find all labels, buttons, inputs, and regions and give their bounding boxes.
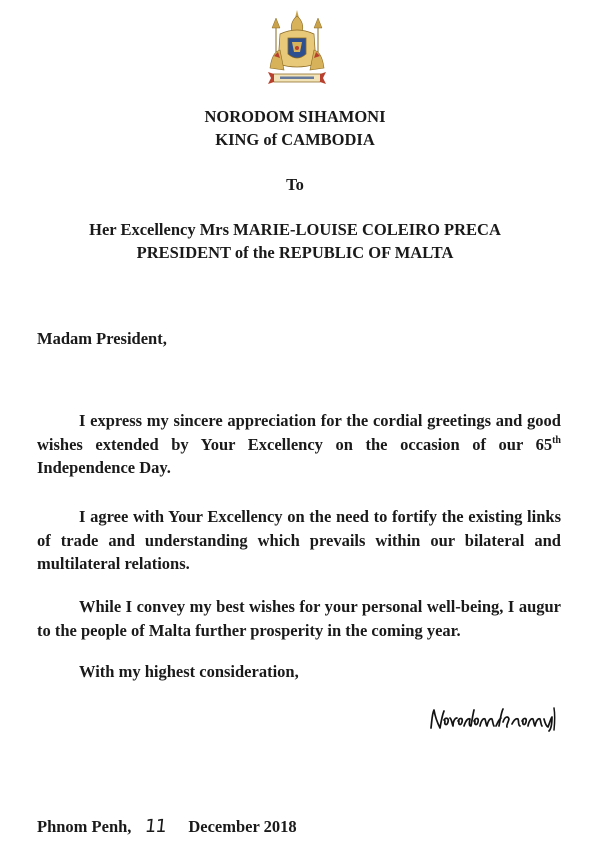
recipient-title: PRESIDENT of the REPUBLIC OF MALTA (136, 243, 454, 262)
to-label: To (286, 175, 304, 194)
paragraph-wishes: While I convey my best wishes for your personal well-being, I augur to the people of Malta further prosperity in the coming year. (37, 597, 561, 640)
ordinal-suffix: th (552, 434, 561, 446)
closing-line: With my highest consideration, (79, 662, 299, 681)
handwritten-signature-icon (428, 706, 568, 732)
sender-name: NORODOM SIHAMONI (204, 107, 386, 126)
place-and-date (37, 816, 297, 837)
royal-arms-of-cambodia-icon (262, 8, 332, 88)
paragraph-cooperation: I agree with Your Excellency on the need to fortify the existing links of trade and understanding which prevails within our bilateral and multilateral relations. (37, 507, 561, 573)
place: Phnom Penh, (37, 817, 132, 836)
sender-title: KING of CAMBODIA (215, 130, 375, 149)
paragraph-appreciation (37, 409, 561, 480)
month-year: December 2018 (188, 817, 297, 836)
recipient-name: Her Excellency Mrs MARIE-LOUISE COLEIRO PRECA (89, 220, 501, 239)
handwritten-day: 11 (144, 816, 168, 837)
paragraph-appreciation-tail: Independence Day. (37, 458, 171, 477)
paragraph-appreciation-text: I express my sincere appreciation for the cordial greetings and good wishes extended by Your Excellency on the occasion of our 65 (37, 411, 561, 454)
salutation: Madam President, (37, 329, 167, 348)
